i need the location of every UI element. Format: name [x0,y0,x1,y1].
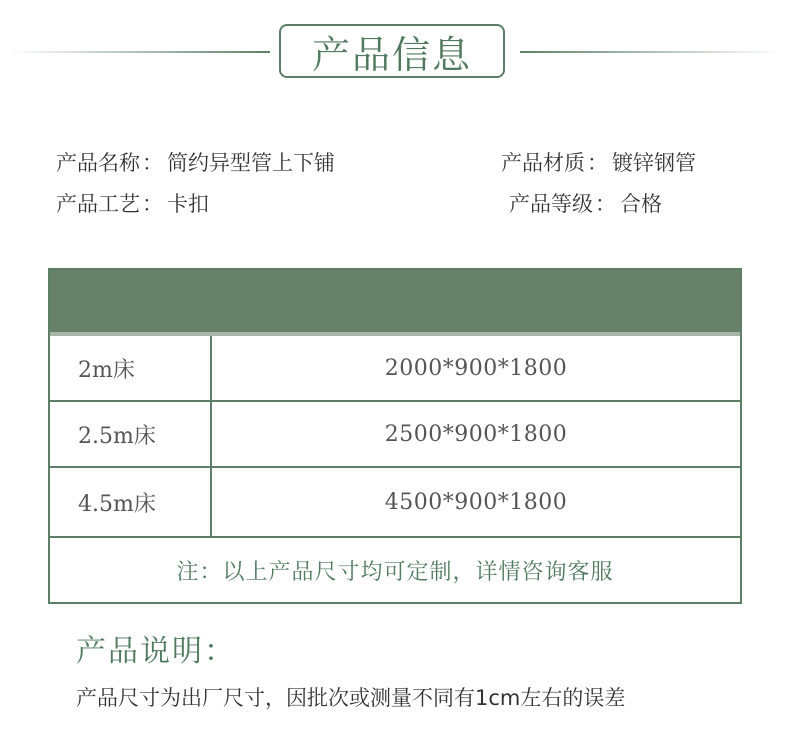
section-title: 产品信息 [279,24,505,78]
info-separator: ： [142,192,163,216]
spec-table-header [50,270,740,336]
spec-size-value: 2000*900*1800 [384,355,568,381]
info-product-grade-label: 产品等级 [509,192,593,216]
info-product-name [56,147,335,177]
spec-table-note: 注：以上产品尺寸均可定制，详情咨询客服 [176,560,614,585]
table-row [50,336,740,402]
info-product-material-value: 镀锌钢管 [612,151,696,175]
header-decor-line-left [10,51,270,53]
info-product-material-label: 产品材质 [501,151,585,175]
description-title: 产品说明： [76,634,236,669]
spec-size-label: 2.5m床 [50,402,212,466]
section-header [0,22,790,82]
info-separator: ： [595,192,616,216]
spec-size-value: 4500*900*1800 [384,489,568,515]
info-separator: ： [142,151,163,175]
info-product-craft [56,188,209,218]
spec-size-label: 2m床 [50,336,212,400]
description-text: 产品尺寸为出厂尺寸，因批次或测量不同有1cm左右的误差 [76,686,626,710]
header-decor-line-right [520,51,780,53]
info-product-name-label: 产品名称 [56,151,140,175]
info-product-material [501,147,696,177]
info-product-craft-value: 卡扣 [167,192,209,216]
table-row [50,468,740,538]
info-product-grade [509,188,662,218]
table-row [50,402,740,468]
spec-size-label: 4.5m床 [50,468,212,536]
info-separator: ： [587,151,608,175]
spec-size-value: 2500*900*1800 [384,421,568,447]
spec-table [48,268,742,604]
info-product-grade-value: 合格 [620,192,662,216]
info-product-name-value: 简约异型管上下铺 [167,151,335,175]
info-product-craft-label: 产品工艺 [56,192,140,216]
